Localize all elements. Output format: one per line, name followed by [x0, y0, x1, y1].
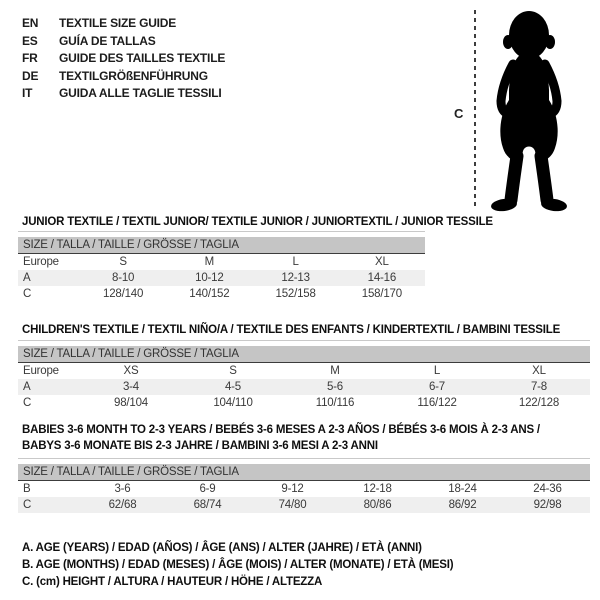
cell: 5-6 [326, 381, 344, 393]
height-measure-dashed-line [474, 10, 476, 208]
cell: XL [532, 365, 546, 377]
children-size-table [18, 340, 590, 411]
language-code: FR [22, 51, 38, 65]
row-label: Europe [23, 365, 59, 377]
legend-line-age-months: B. AGE (MONTHS) / EDAD (MESES) / ÂGE (MOIS) / ALTER (MONATE) / ETÀ (MESI) [22, 559, 454, 572]
cell: 116/122 [417, 397, 457, 409]
cell: 80/86 [363, 499, 392, 511]
cell: L [433, 365, 441, 377]
cell: 10-12 [195, 272, 224, 284]
cell: S [119, 256, 127, 268]
language-title: TEXTILGRÖßENFÜHRUNG [59, 68, 208, 83]
cell: 6-9 [199, 483, 216, 495]
children-table-title: CHILDREN'S TEXTILE / TEXTIL NIÑO/A / TEXTILE DES ENFANTS / KINDERTEXTIL / BAMBINI TESSILE [22, 324, 561, 336]
cell: 152/158 [275, 288, 316, 300]
height-measure-label: C [454, 106, 464, 121]
cell: 4-5 [224, 381, 242, 393]
row-label: C [23, 499, 32, 511]
language-code: EN [22, 16, 39, 30]
baby-silhouette-image [483, 8, 575, 221]
cell: 14-16 [367, 272, 397, 284]
table-row-age [18, 379, 590, 395]
cell: 98/104 [114, 397, 148, 409]
cell: 3-4 [122, 381, 140, 393]
babies-title-line-2: BABYS 3-6 MONATE BIS 2-3 JAHRE / BAMBINI 3-6 MESI A 2-3 ANNI [22, 439, 378, 452]
row-label: C [23, 397, 32, 409]
table-row-height [18, 395, 590, 411]
cell: 128/140 [103, 288, 144, 300]
cell: 9-12 [281, 483, 304, 495]
language-row [22, 85, 225, 103]
row-label: C [23, 288, 32, 300]
babies-size-table [18, 458, 590, 513]
babies-table-title [22, 423, 582, 454]
legend [22, 540, 453, 592]
cell: 12-18 [363, 483, 392, 495]
cell: 158/170 [361, 288, 402, 300]
cell: 7-8 [530, 381, 548, 393]
language-code: IT [22, 86, 33, 100]
babies-title-line-1: BABIES 3-6 MONTH TO 2-3 YEARS / BEBÉS 3-6 MESES A 2-3 AÑOS / BÉBÉS 3-6 MOIS À 2-3 ANS / [22, 424, 540, 436]
table-row-age [18, 270, 425, 286]
cell: 6-7 [428, 381, 446, 393]
language-row [22, 50, 225, 68]
row-label: A [23, 272, 31, 284]
size-header-bar: SIZE / TALLA / TAILLE / GRÖSSE / TAGLIA [18, 464, 590, 481]
cell: 8-10 [112, 272, 135, 284]
table-top-rule [18, 340, 590, 341]
cell: 18-24 [448, 483, 477, 495]
cell: S [229, 365, 237, 377]
language-row [22, 33, 225, 51]
size-header-bar: SIZE / TALLA / TAILLE / GRÖSSE / TAGLIA [18, 346, 590, 363]
language-code: ES [22, 33, 38, 48]
cell: 110/116 [315, 397, 355, 409]
table-row-europe [18, 363, 590, 379]
table-row-europe [18, 254, 425, 270]
language-title: GUIDE DES TAILLES TEXTILE [59, 51, 226, 65]
cell: 92/98 [533, 499, 562, 511]
language-title: GUÍA DE TALLAS [59, 33, 156, 48]
cell: 3-6 [114, 483, 131, 495]
row-label: A [23, 381, 31, 393]
legend-line-age-years: A. AGE (YEARS) / EDAD (AÑOS) / ÂGE (ANS) / ALTER (JAHRE) / ETÀ (ANNI) [22, 542, 422, 554]
cell: XL [375, 256, 389, 268]
language-row [22, 15, 225, 33]
baby-silhouette-svg [483, 8, 575, 216]
cell: 12-13 [281, 272, 310, 284]
language-title: TEXTILE SIZE GUIDE [59, 16, 177, 30]
cell: M [204, 256, 215, 268]
cell: L [292, 256, 299, 268]
cell: M [330, 365, 340, 377]
cell: 24-36 [533, 483, 562, 495]
table-row-height [18, 497, 590, 513]
language-row [22, 68, 225, 86]
legend-line-height: C. (cm) HEIGHT / ALTURA / HAUTEUR / HÖHE / ALTEZZA [22, 576, 323, 589]
cell: 140/152 [189, 288, 230, 300]
junior-size-table [18, 231, 425, 302]
language-code: DE [22, 68, 39, 83]
row-label: B [23, 483, 31, 495]
table-top-rule [18, 458, 590, 459]
cell: 104/110 [213, 397, 253, 409]
table-row-months [18, 481, 590, 497]
cell: 86/92 [448, 499, 477, 511]
size-header-bar: SIZE / TALLA / TAILLE / GRÖSSE / TAGLIA [18, 237, 425, 254]
row-label: Europe [23, 256, 59, 268]
cell: 62/68 [108, 499, 137, 511]
cell: 68/74 [193, 499, 222, 511]
junior-table-title: JUNIOR TEXTILE / TEXTIL JUNIOR/ TEXTILE JUNIOR / JUNIORTEXTIL / JUNIOR TESSILE [22, 216, 493, 228]
cell: 122/128 [518, 397, 560, 409]
table-row-height [18, 286, 425, 302]
language-title-list [22, 15, 225, 103]
cell: XS [123, 365, 139, 377]
cell: 74/80 [278, 499, 307, 511]
table-top-rule [18, 231, 425, 232]
language-title: GUIDA ALLE TAGLIE TESSILI [59, 86, 222, 100]
